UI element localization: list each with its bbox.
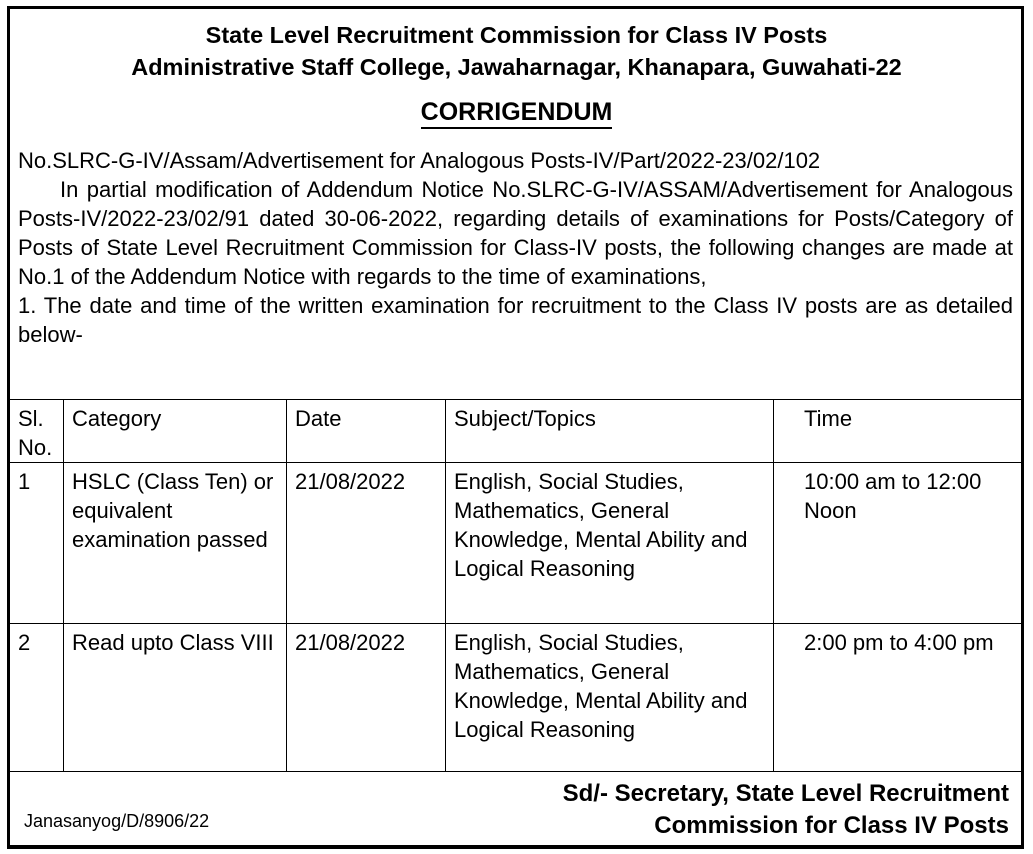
notice-body <box>18 146 1013 349</box>
header-cell: Date <box>287 400 446 463</box>
signature-block <box>563 778 1009 842</box>
header-line-1: State Level Recruitment Commission for Class IV Posts <box>205 22 828 48</box>
signature-line-1: Sd/- Secretary, State Level Recruitment <box>562 780 1009 807</box>
janasanyog-reference: Janasanyog/D/8906/22 <box>24 811 210 831</box>
table-header-row <box>10 400 1021 463</box>
header-cell: Category <box>64 400 287 463</box>
reference-number: No.SLRC-G-IV/Assam/Advertisement for Analogous Posts-IV/Part/2022-23/02/102 <box>18 148 821 173</box>
heading <box>0 98 1033 127</box>
cell: 21/08/2022 <box>287 463 446 624</box>
cell: Read upto Class VIII <box>64 624 287 772</box>
cell: 2 <box>18 630 31 655</box>
paragraph-1: In partial modification of Addendum Notice No.SLRC-G-IV/ASSAM/Advertisement for Analogous Posts-IV/2022-23/02/91 dated 30-06-2022, regarding details of examinations for Posts/Category of Posts of State Level Recruitment Commission for Class-IV posts, the following changes are made at No.1 of the Addendum Notice with regards to the time of examinations, <box>18 177 1013 289</box>
table-row <box>10 624 1021 772</box>
cell: 21/08/2022 <box>287 624 446 772</box>
paragraph-2: 1. The date and time of the written examination for recruitment to the Class IV posts are as detailed below- <box>18 293 1013 347</box>
cell: 10:00 am to 12:00 Noon <box>774 463 1022 624</box>
header-cell: Time <box>774 400 1022 463</box>
cell: English, Social Studies, Mathematics, General Knowledge, Mental Ability and Logical Reasoning <box>446 624 774 772</box>
header-line-2: Administrative Staff College, Jawaharnagar, Khanapara, Guwahati-22 <box>131 54 902 80</box>
cell: 2:00 pm to 4:00 pm <box>774 624 1022 772</box>
cell: HSLC (Class Ten) or equivalent examination passed <box>64 463 287 624</box>
exam-schedule-table <box>10 399 1021 772</box>
cell: English, Social Studies, Mathematics, General Knowledge, Mental Ability and Logical Reasoning <box>446 463 774 624</box>
table-row <box>10 463 1021 624</box>
header-cell: Subject/Topics <box>446 400 774 463</box>
header-cell: Sl. No. <box>18 406 53 460</box>
heading-text: CORRIGENDUM <box>421 98 613 129</box>
cell: 1 <box>18 469 31 494</box>
signature-line-2: Commission for Class IV Posts <box>654 812 1009 839</box>
